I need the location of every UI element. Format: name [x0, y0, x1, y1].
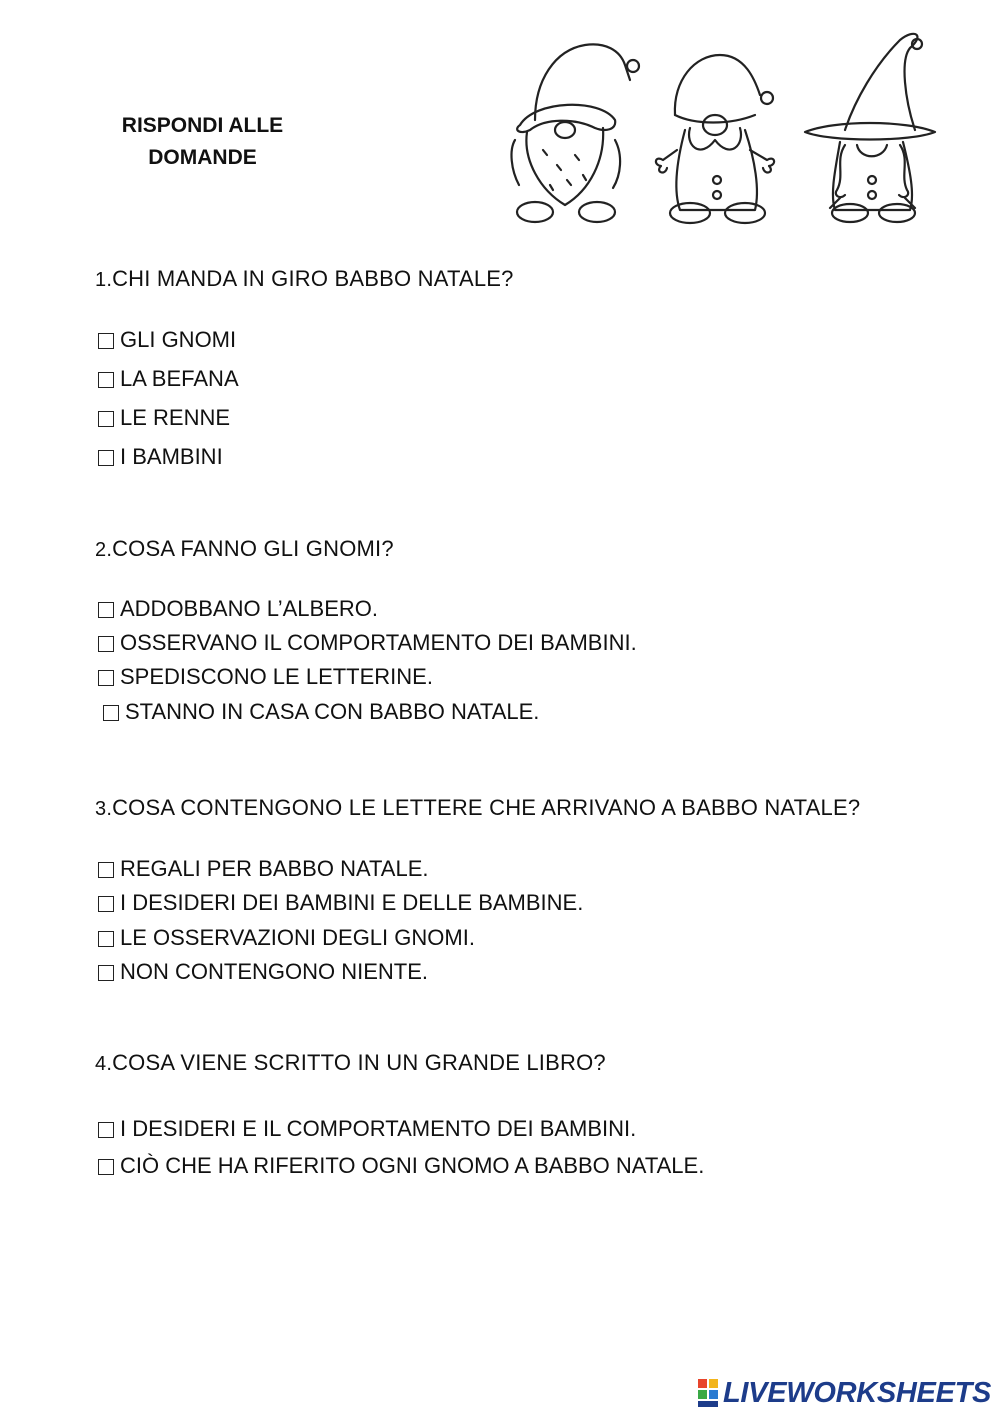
q2-option-3[interactable]: SPEDISCONO LE LETTERINE.: [98, 664, 433, 690]
question-text: COSA VIENE SCRITTO IN UN GRANDE LIBRO?: [112, 1050, 606, 1075]
question-2: [95, 536, 394, 562]
q4-option-1[interactable]: I DESIDERI E IL COMPORTAMENTO DEI BAMBINI.: [98, 1116, 636, 1142]
q1-option-3[interactable]: LE RENNE: [98, 405, 230, 431]
checkbox[interactable]: [98, 670, 114, 686]
q1-option-4[interactable]: I BAMBINI: [98, 444, 223, 470]
checkbox[interactable]: [98, 896, 114, 912]
q2-option-4[interactable]: STANNO IN CASA CON BABBO NATALE.: [103, 699, 539, 725]
gnome-1-icon: [512, 44, 639, 222]
checkbox[interactable]: [98, 965, 114, 981]
q1-option-1[interactable]: GLI GNOMI: [98, 327, 236, 353]
q2-option-1[interactable]: ADDOBBANO L’ALBERO.: [98, 596, 378, 622]
checkbox[interactable]: [98, 602, 114, 618]
checkbox[interactable]: [103, 705, 119, 721]
checkbox[interactable]: [98, 862, 114, 878]
question-text: COSA FANNO GLI GNOMI?: [112, 536, 394, 561]
checkbox[interactable]: [98, 450, 114, 466]
logo-text: LIVEWORKSHEETS: [723, 1376, 992, 1409]
liveworksheets-mark-icon: [697, 1378, 719, 1408]
q3-option-3[interactable]: LE OSSERVAZIONI DEGLI GNOMI.: [98, 925, 475, 951]
liveworksheets-logo[interactable]: [697, 1376, 991, 1410]
checkbox[interactable]: [98, 931, 114, 947]
question-number: 4.: [95, 1053, 113, 1075]
gnome-2-icon: [656, 55, 774, 223]
question-text: COSA CONTENGONO LE LETTERE CHE ARRIVANO A BABBO NATALE?: [112, 795, 861, 820]
question-3: [95, 795, 860, 821]
question-number: 1.: [95, 269, 113, 291]
checkbox[interactable]: [98, 333, 114, 349]
q1-option-2[interactable]: LA BEFANA: [98, 366, 239, 392]
question-1: [95, 266, 514, 292]
checkbox[interactable]: [98, 411, 114, 427]
question-number: 2.: [95, 539, 113, 561]
checkbox[interactable]: [98, 1159, 114, 1175]
q4-option-2[interactable]: CIÒ CHE HA RIFERITO OGNI GNOMO A BABBO NATALE.: [98, 1153, 704, 1179]
q3-option-2[interactable]: I DESIDERI DEI BAMBINI E DELLE BAMBINE.: [98, 890, 583, 916]
checkbox[interactable]: [98, 372, 114, 388]
page-title: RISPONDI ALLE DOMANDE: [121, 114, 284, 169]
question-4: [95, 1050, 606, 1076]
gnome-3-icon: [805, 34, 935, 222]
checkbox[interactable]: [98, 1122, 114, 1138]
checkbox[interactable]: [98, 636, 114, 652]
q2-option-2[interactable]: OSSERVANO IL COMPORTAMENTO DEI BAMBINI.: [98, 630, 637, 656]
q3-option-4[interactable]: NON CONTENGONO NIENTE.: [98, 959, 428, 985]
q3-option-1[interactable]: REGALI PER BABBO NATALE.: [98, 856, 429, 882]
question-text: CHI MANDA IN GIRO BABBO NATALE?: [112, 266, 514, 291]
question-number: 3.: [95, 798, 113, 820]
gnomes-illustration: [505, 20, 945, 230]
